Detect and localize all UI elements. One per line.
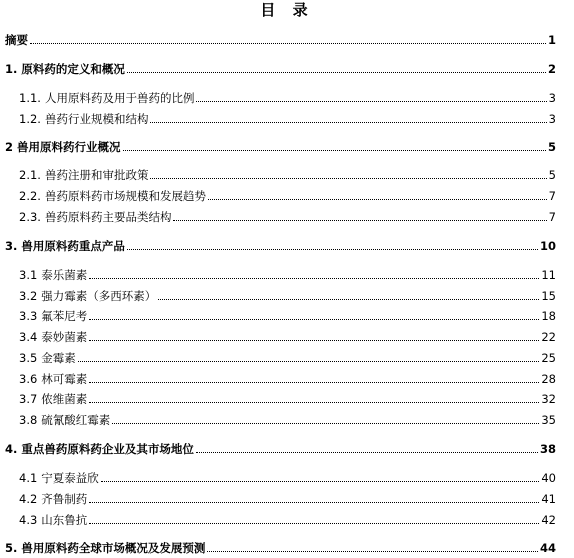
toc-entry-page-number: 32 xyxy=(541,392,556,406)
toc-entry-number: 2 xyxy=(5,140,14,154)
toc-entry-title: 兽药原料药主要品类结构 xyxy=(44,210,172,224)
toc-entry-number: 3.6 xyxy=(19,372,38,386)
toc-entry-number: 3.2 xyxy=(19,289,38,303)
toc-entry-number: 1. xyxy=(5,62,18,76)
toc-entry[interactable] xyxy=(5,539,556,555)
toc-dot-leader xyxy=(89,502,539,503)
toc-title: 目 录 xyxy=(260,1,314,19)
toc-entry-number: 1.2. xyxy=(19,112,41,126)
toc-dot-leader xyxy=(30,43,546,44)
toc-dot-leader xyxy=(89,523,539,524)
toc-entry-number: 2.3. xyxy=(19,210,41,224)
toc-entry[interactable] xyxy=(19,411,556,427)
toc-entry-title: 重点兽药原料药企业及其市场地位 xyxy=(21,442,194,456)
toc-dot-leader xyxy=(196,101,546,102)
toc-entry-title: 摘要 xyxy=(5,33,28,47)
toc-entry-number: 5. xyxy=(5,541,18,555)
toc-entry-page-number: 2 xyxy=(547,62,556,76)
toc-entry[interactable] xyxy=(5,138,556,154)
toc-entry-number: 3.7 xyxy=(19,392,38,406)
toc-entry-title: 硫氰酸红霉素 xyxy=(41,413,111,427)
toc-entry-page-number: 1 xyxy=(547,33,556,47)
toc-entry-page-number: 44 xyxy=(539,541,556,555)
toc-dot-leader xyxy=(158,299,539,300)
toc-entry-page-number: 42 xyxy=(541,513,556,527)
toc-entry-page-number: 11 xyxy=(541,268,556,282)
toc-entry[interactable] xyxy=(19,370,556,386)
toc-entry-page-number: 40 xyxy=(541,471,556,485)
toc-entry-title: 宁夏泰益欣 xyxy=(41,471,99,485)
toc-entry-page-number: 7 xyxy=(548,210,556,224)
toc-entry-page-number: 5 xyxy=(547,140,556,154)
toc-entry-title: 兽用原料药全球市场概况及发展预测 xyxy=(21,541,206,555)
toc-entry-number: 3.3 xyxy=(19,309,38,323)
toc-entry-title: 人用原料药及用于兽药的比例 xyxy=(44,91,195,105)
toc-entry-title: 兽用原料药重点产品 xyxy=(21,239,125,253)
toc-dot-leader xyxy=(208,199,547,200)
toc-dot-leader xyxy=(89,340,539,341)
toc-dot-leader xyxy=(127,72,546,73)
toc-entry-title: 山东鲁抗 xyxy=(41,513,88,527)
toc-dot-leader xyxy=(127,249,538,250)
toc-entry-page-number: 25 xyxy=(541,351,556,365)
toc-entry[interactable] xyxy=(19,110,556,126)
toc-entry-page-number: 10 xyxy=(539,239,556,253)
toc-entry[interactable] xyxy=(19,307,556,323)
toc-dot-leader xyxy=(196,452,538,453)
toc-dot-leader xyxy=(89,382,539,383)
toc-dot-leader xyxy=(150,122,546,123)
toc-entry-number: 4.3 xyxy=(19,513,38,527)
toc-entry-number: 3.1 xyxy=(19,268,38,282)
toc-entry-title: 氟苯尼考 xyxy=(41,309,88,323)
toc-entry[interactable] xyxy=(19,266,556,282)
toc-entry-page-number: 5 xyxy=(548,168,556,182)
toc-entry-number: 2.1. xyxy=(19,168,41,182)
toc-entry-number: 1.1. xyxy=(19,91,41,105)
toc-entry-number: 4. xyxy=(5,442,18,456)
toc-entry-number: 3.4 xyxy=(19,330,38,344)
toc-entry-title: 兽药注册和审批政策 xyxy=(44,168,149,182)
toc-dot-leader xyxy=(173,220,546,221)
toc-entry-page-number: 3 xyxy=(548,91,556,105)
toc-dot-leader xyxy=(123,150,546,151)
toc-entry-number: 2.2. xyxy=(19,189,41,203)
toc-dot-leader xyxy=(207,551,538,552)
toc-entry-title: 齐鲁制药 xyxy=(41,492,88,506)
toc-dot-leader xyxy=(89,319,539,320)
toc-entry-page-number: 7 xyxy=(548,189,556,203)
toc-dot-leader xyxy=(89,278,539,279)
toc-entry[interactable] xyxy=(19,490,556,506)
toc-dot-leader xyxy=(101,481,540,482)
toc-entry-title: 原料药的定义和概况 xyxy=(21,62,125,76)
toc-entry-title: 兽用原料药行业概况 xyxy=(17,140,121,154)
toc-entry-number: 4.1 xyxy=(19,471,38,485)
toc-entry[interactable] xyxy=(19,511,556,527)
toc-entry-page-number: 35 xyxy=(541,413,556,427)
toc-entry[interactable] xyxy=(19,390,556,406)
toc-entry-title: 泰乐菌素 xyxy=(41,268,88,282)
toc-entry-page-number: 15 xyxy=(541,289,556,303)
toc-entry[interactable] xyxy=(19,208,556,224)
toc-entry-number: 4.2 xyxy=(19,492,38,506)
toc-entry-title: 强力霉素（多西环素） xyxy=(41,289,157,303)
toc-entry-number: 3.5 xyxy=(19,351,38,365)
toc-entry-title: 兽药行业规模和结构 xyxy=(44,112,149,126)
toc-entry-number: 3.8 xyxy=(19,413,38,427)
toc-dot-leader xyxy=(150,178,546,179)
toc-entry-title: 侬维菌素 xyxy=(41,392,88,406)
toc-entry-title: 泰妙菌素 xyxy=(41,330,88,344)
toc-dot-leader xyxy=(78,361,540,362)
toc-entry-page-number: 38 xyxy=(539,442,556,456)
toc-entry[interactable] xyxy=(19,287,556,303)
toc-entry[interactable] xyxy=(5,31,556,47)
toc-entry[interactable] xyxy=(19,187,556,203)
toc-entry-number: 3. xyxy=(5,239,18,253)
toc-entry-page-number: 28 xyxy=(541,372,556,386)
toc-entry-page-number: 3 xyxy=(548,112,556,126)
toc-entry[interactable] xyxy=(5,237,556,253)
toc-entry-page-number: 18 xyxy=(541,309,556,323)
toc-entry[interactable] xyxy=(19,328,556,344)
toc-entry[interactable] xyxy=(19,166,556,182)
toc-entry[interactable] xyxy=(19,349,556,365)
toc-entry-title: 金霉素 xyxy=(41,351,76,365)
toc-entry-page-number: 22 xyxy=(541,330,556,344)
toc-entry-page-number: 41 xyxy=(541,492,556,506)
toc-entry-title: 林可霉素 xyxy=(41,372,88,386)
toc-entry[interactable] xyxy=(19,89,556,105)
toc-entry[interactable] xyxy=(5,440,556,456)
toc-dot-leader xyxy=(89,402,539,403)
toc-entry[interactable] xyxy=(19,469,556,485)
toc-entry-title: 兽药原料药市场规模和发展趋势 xyxy=(44,189,206,203)
toc-entry[interactable] xyxy=(5,60,556,76)
toc-dot-leader xyxy=(112,423,539,424)
